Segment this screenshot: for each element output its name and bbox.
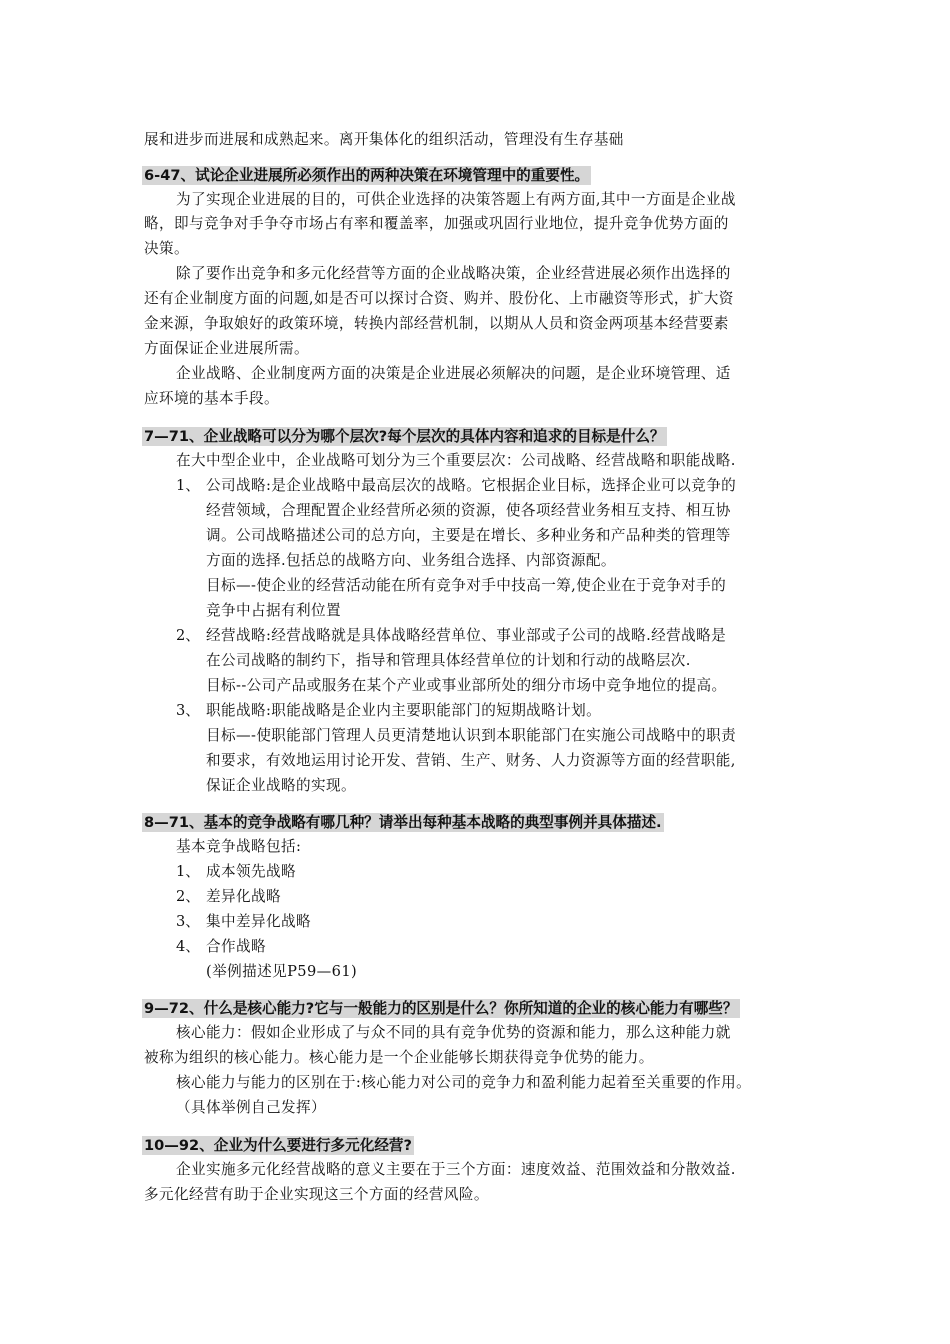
q9-paragraph-2: 核心能力与能力的区别在于:核心能力对公司的竞争力和盈利能力起着至关重要的作用。 [176, 1074, 752, 1091]
q7-item-1-line-3: 调。公司战略描述公司的总方向，主要是在增长、多种业务和产品种类的管理等 [206, 527, 731, 544]
q10-paragraph-1-line-2: 多元化经营有助于企业实现这三个方面的经营风险。 [144, 1186, 489, 1203]
q7-item-1-line-1: 公司战略:是企业战略中最高层次的战略。它根据企业目标，选择企业可以竞争的 [206, 477, 737, 494]
q7-item-2-line-1: 经营战略:经营战略就是具体战略经营单位、事业部或子公司的战略.经营战略是 [206, 627, 727, 644]
q6-paragraph-1-line-2: 略，即与竞争对手争夺市场占有率和覆盖率，加强或巩固行业地位，提升竞争优势方面的 [144, 215, 729, 232]
q6-paragraph-1-line-3: 决策。 [144, 240, 189, 257]
q9-paragraph-1-line-2: 被称为组织的核心能力。核心能力是一个企业能够长期获得竞争优势的能力。 [144, 1049, 654, 1066]
q7-item-1-number: 1、 [176, 477, 200, 494]
q10-paragraph-1-line-1: 企业实施多元化经营战略的意义主要在于三个方面：速度效益、范围效益和分散效益. [176, 1161, 736, 1178]
q7-item-2-number: 2、 [176, 627, 200, 644]
q6-paragraph-3-line-2: 应环境的基本手段。 [144, 390, 279, 407]
q7-item-3-line-4: 保证企业战略的实现。 [206, 777, 356, 794]
q7-item-1-line-6: 竞争中占据有利位置 [206, 602, 341, 619]
q6-paragraph-1-line-1: 为了实现企业进展的目的，可供企业选择的决策答题上有两方面,其中一方面是企业战 [176, 191, 736, 208]
q8-item-3-text: 集中差异化战略 [206, 913, 311, 930]
q7-item-1-line-2: 经营领域，合理配置企业经营所必须的资源，使各项经营业务相互支持、相互协 [206, 502, 731, 519]
q6-paragraph-2-line-4: 方面保证企业进展所需。 [144, 340, 309, 357]
q7-item-3-line-3: 和要求，有效地运用讨论开发、营销、生产、财务、人力资源等方面的经营职能, [206, 752, 736, 769]
q7-item-3-line-1: 职能战略:职能战略是企业内主要职能部门的短期战略计划。 [206, 702, 602, 719]
q6-paragraph-2-line-3: 金来源，争取娘好的政策环境，转换内部经营机制，以期从人员和资金两项基本经营要素 [144, 315, 729, 332]
question-9-heading: 9—72、什么是核心能力?它与一般能力的区别是什么？你所知道的企业的核心能力有哪些？ [144, 1000, 738, 1017]
question-6-heading: 6-47、试论企业进展所必须作出的两种决策在环境管理中的重要性。 [144, 167, 590, 184]
question-8-heading: 8—71、基本的竞争战略有哪几种？请举出每种基本战略的典型事例并具体描述. [144, 814, 662, 831]
q9-paragraph-1-line-1: 核心能力：假如企业形成了与众不同的具有竞争优势的资源和能力，那么这种能力就 [176, 1024, 731, 1041]
q9-note: （具体举例自己发挥） [176, 1099, 326, 1116]
q7-item-2-line-3: 目标--公司产品或服务在某个产业或事业部所处的细分市场中竞争地位的提高。 [206, 677, 727, 694]
question-10-heading: 10—92、企业为什么要进行多元化经营? [144, 1137, 412, 1154]
q8-item-4-text: 合作战略 [206, 938, 266, 955]
q7-item-3-number: 3、 [176, 702, 200, 719]
q7-item-1-line-4: 方面的选择.包括总的战略方向、业务组合选择、内部资源配。 [206, 552, 616, 569]
q8-item-2-text: 差异化战略 [206, 888, 281, 905]
q6-paragraph-2-line-1: 除了要作出竞争和多元化经营等方面的企业战略决策，企业经营进展必须作出选择的 [176, 265, 731, 282]
q6-paragraph-3-line-1: 企业战略、企业制度两方面的决策是企业进展必须解决的问题，是企业环境管理、适 [176, 365, 731, 382]
intro-line: 展和进步而进展和成熟起来。离开集体化的组织活动，管理没有生存基础 [144, 131, 624, 148]
q8-item-1-number: 1、 [176, 863, 200, 880]
q8-note: (举例描述见P59—61) [206, 963, 358, 980]
q8-item-1-text: 成本领先战略 [206, 863, 296, 880]
q8-intro: 基本竞争战略包括: [176, 838, 302, 855]
q7-item-3-line-2: 目标—-使职能部门管理人员更清楚地认识到本职能部门在实施公司战略中的职责 [206, 727, 737, 744]
q7-item-2-line-2: 在公司战略的制约下，指导和管理具体经营单位的计划和行动的战略层次. [206, 652, 691, 669]
q8-item-4-number: 4、 [176, 938, 200, 955]
q8-item-2-number: 2、 [176, 888, 200, 905]
q7-item-1-line-5: 目标—-使企业的经营活动能在所有竞争对手中技高一筹,使企业在于竞争对手的 [206, 577, 727, 594]
q6-paragraph-2-line-2: 还有企业制度方面的问题,如是否可以探讨合资、购并、股份化、上市融资等形式，扩大资 [144, 290, 734, 307]
q7-intro: 在大中型企业中，企业战略可划分为三个重要层次：公司战略、经营战略和职能战略. [176, 452, 736, 469]
q8-item-3-number: 3、 [176, 913, 200, 930]
question-7-heading: 7—71、企业战略可以分为哪个层次?每个层次的具体内容和追求的目标是什么？ [144, 428, 665, 445]
